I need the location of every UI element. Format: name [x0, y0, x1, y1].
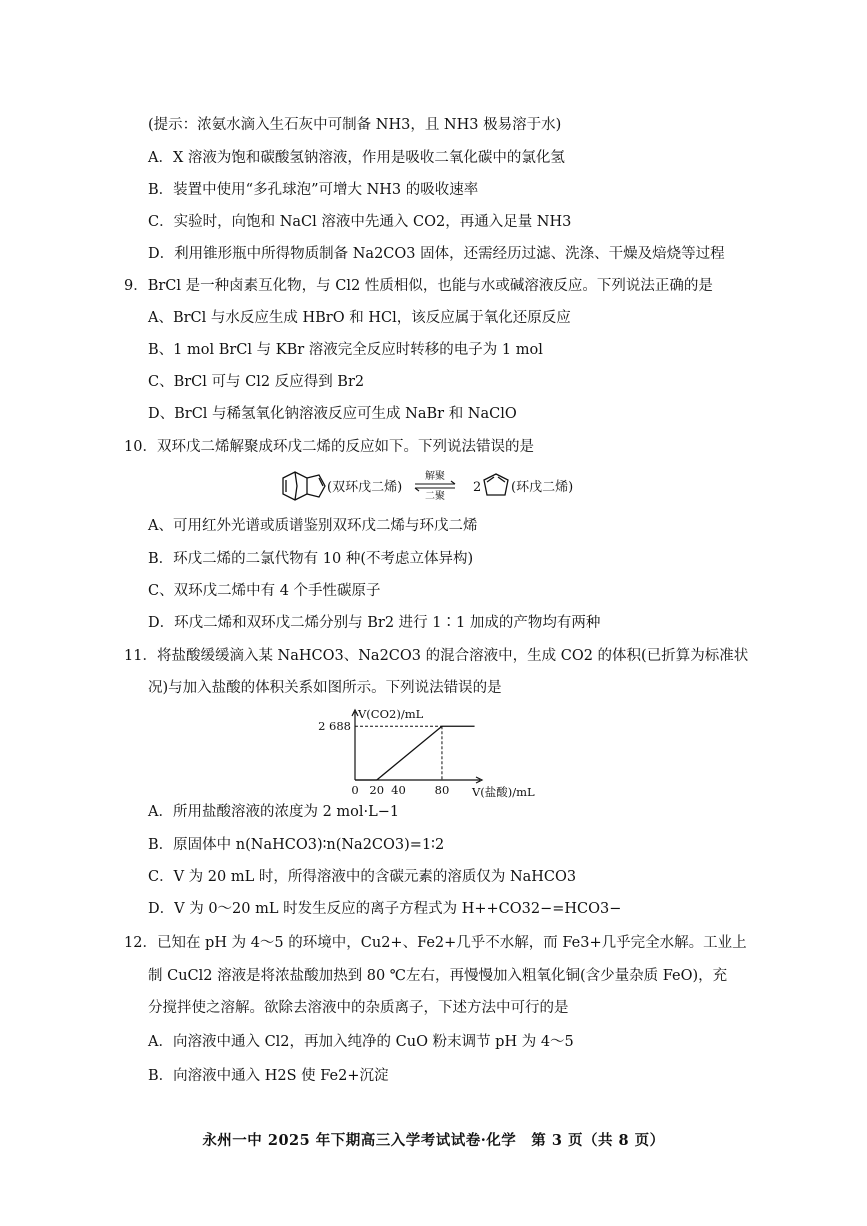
q10-option-a: A、可用红外光谱或质谱鉴别双环戊二烯与环戊二烯 [148, 518, 478, 534]
page-footer: 永州一中 2025 年下期高三入学考试试卷·化学 第 3 页（共 8 页） [202, 1132, 665, 1149]
q12-stem-line1: 12．已知在 pH 为 4～5 的环境中，Cu2+、Fe2+几乎不水解，而 Fe3+几乎完全水解。工业上 [124, 935, 747, 951]
q8-option-b: B．装置中使用“多孔球泡”可增大 NH3 的吸收速率 [148, 182, 479, 198]
q8-option-c: C．实验时，向饱和 NaCl 溶液中先通入 CO2，再通入足量 NH3 [148, 214, 572, 230]
q8-hint: (提示：浓氨水滴入生石灰中可制备 NH3，且 NH3 极易溶于水) [148, 117, 562, 133]
dicyclopentadiene-structure [283, 472, 325, 500]
q10-option-c: C、双环戊二烯中有 4 个手性碳原子 [148, 583, 381, 599]
q12-stem-line2: 制 CuCl2 溶液是将浓盐酸加热到 80 ℃左右，再慢慢加入粗氧化铜(含少量杂质 FeO)，充 [148, 968, 728, 984]
q9-stem: 9．BrCl 是一种卤素互化物，与 Cl2 性质相似，也能与水或碱溶液反应。下列说法正确的是 [124, 278, 713, 294]
q11-stem-line1: 11．将盐酸缓缓滴入某 NaHCO3、Na2CO3 的混合溶液中，生成 CO2 的体积(已折算为标准状 [124, 648, 749, 664]
q10-option-b: B．环戊二烯的二氯代物有 10 种(不考虑立体异构) [148, 551, 474, 567]
co2-volume-chart [290, 700, 560, 800]
q10-arrow-bottom-label: 二聚 [425, 491, 445, 502]
x-tick-label-2: 40 [391, 783, 406, 797]
q9-option-b: B、1 mol BrCl 与 KBr 溶液完全反应时转移的电子为 1 mol [148, 342, 543, 358]
q10-stem: 10．双环戊二烯解聚成环戊二烯的反应如下。下列说法错误的是 [124, 439, 534, 455]
q8-option-a: A．X 溶液为饱和碳酸氢钠溶液，作用是吸收二氧化碳中的氯化氢 [148, 150, 565, 166]
q11-option-a: A．所用盐酸溶液的浓度为 2 mol·L−1 [148, 804, 400, 820]
q10-coefficient: 2 [473, 480, 482, 495]
q10-right-label: (环戊二烯) [511, 480, 574, 495]
x-tick-label-3: 80 [434, 783, 450, 797]
q12-stem-line3: 分搅拌使之溶解。欲除去溶液中的杂质离子，下述方法中可行的是 [148, 1000, 569, 1016]
q11-option-c: C．V 为 20 mL 时，所得溶液中的含碳元素的溶质仅为 NaHCO3 [148, 869, 577, 885]
series-line-0 [355, 726, 475, 780]
chart-y-label: V(CO2)/mL [358, 707, 424, 721]
q10-arrow-top-label: 解聚 [425, 471, 445, 482]
q11-option-b: B．原固体中 n(NaHCO3)∶n(Na2CO3)=1∶2 [148, 837, 445, 853]
q10-left-label: (双环戊二烯) [327, 480, 403, 495]
q10-reaction-equation [275, 466, 595, 506]
q12-option-b: B．向溶液中通入 H2S 使 Fe2+沉淀 [148, 1068, 389, 1084]
q10-option-d: D．环戊二烯和双环戊二烯分别与 Br2 进行 1∶1 加成的产物均有两种 [148, 615, 601, 631]
q12-option-a: A．向溶液中通入 Cl2，再加入纯净的 CuO 粉末调节 pH 为 4～5 [148, 1034, 574, 1050]
q9-option-c: C、BrCl 可与 Cl2 反应得到 Br2 [148, 374, 365, 390]
y-tick-label-0: 2 688 [318, 719, 351, 734]
x-tick-label-0: 0 [351, 783, 359, 797]
q11-stem-line2: 况)与加入盐酸的体积关系如图所示。下列说法错误的是 [148, 680, 502, 696]
q11-option-d: D．V 为 0～20 mL 时发生反应的离子方程式为 H++CO32−=HCO3− [148, 901, 622, 917]
equilibrium-arrow [415, 481, 455, 491]
q9-option-d: D、BrCl 与稀氢氧化钠溶液反应可生成 NaBr 和 NaClO [148, 406, 517, 422]
cyclopentadiene-structure [484, 474, 508, 495]
x-tick-label-1: 20 [369, 783, 385, 797]
q8-option-d: D．利用锥形瓶中所得物质制备 Na2CO3 固体，还需经历过滤、洗涤、干燥及焙烧等过程 [148, 246, 725, 262]
q9-option-a: A、BrCl 与水反应生成 HBrO 和 HCl，该反应属于氧化还原反应 [148, 310, 571, 326]
chart-x-label: V(盐酸)/mL [472, 785, 535, 799]
